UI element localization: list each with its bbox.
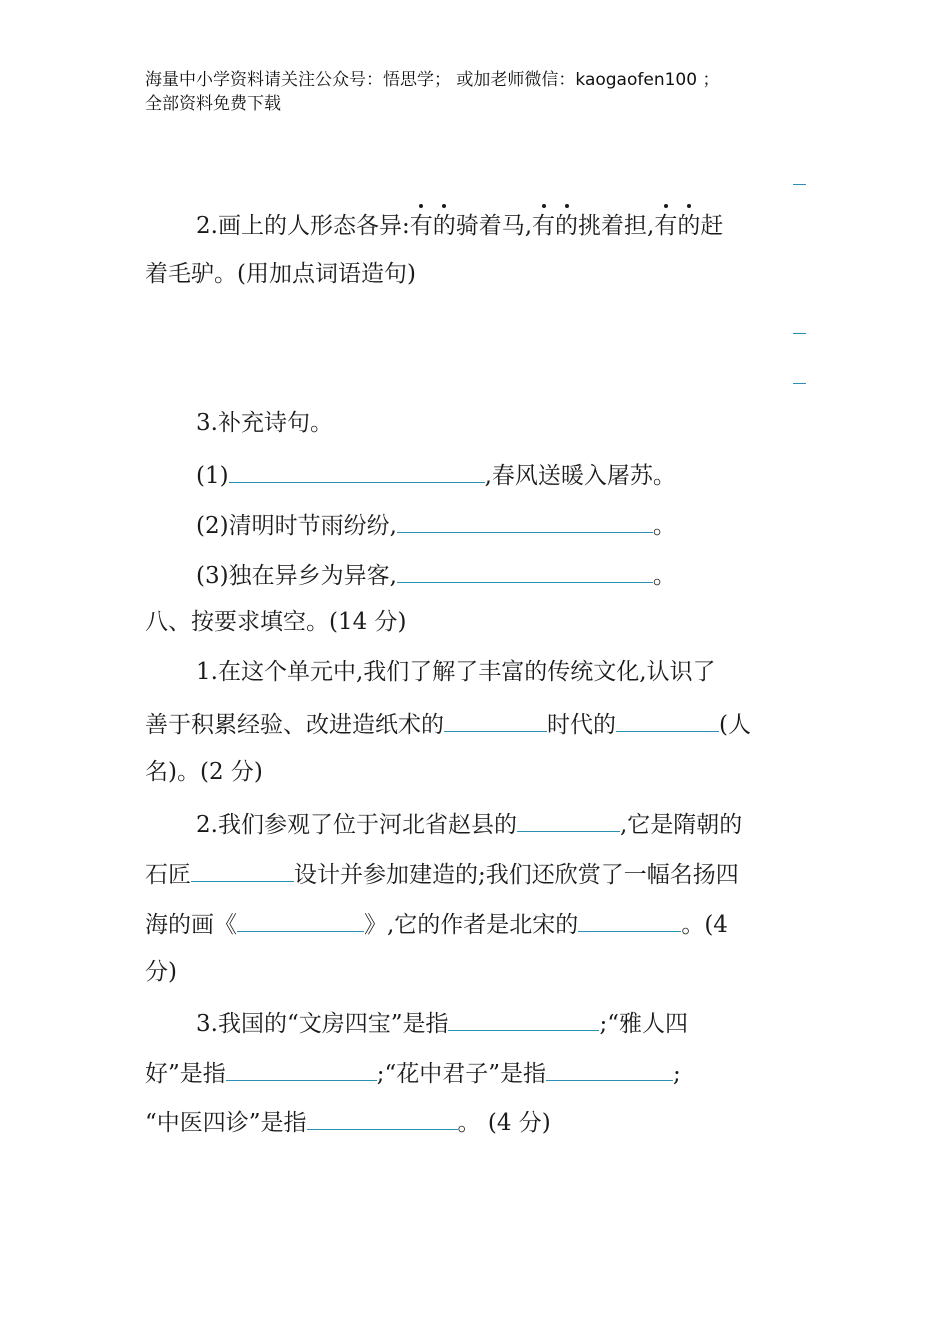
emphasis-char: 有 xyxy=(532,213,556,239)
answer-blank[interactable] xyxy=(448,1006,599,1031)
header-line-2: 全部资料免费下载 xyxy=(145,94,281,114)
q8-1-line-3: 名)。(2 分) xyxy=(145,759,263,785)
q7-3-title: 3.补充诗句。 xyxy=(196,410,333,436)
q8-1-line-2: 善于积累经验、改进造纸术的 时代的 (人 xyxy=(145,707,751,740)
q8-3-line-1: 3.我国的“文房四宝”是指 ;“雅人四 xyxy=(196,1006,688,1039)
answer-blank[interactable] xyxy=(578,907,681,932)
answer-blank[interactable] xyxy=(397,508,653,533)
answer-blank[interactable] xyxy=(307,1105,458,1130)
margin-mark xyxy=(793,383,806,384)
q7-3-item-3: (3)独在异乡为异客, 。 xyxy=(196,558,676,591)
margin-mark xyxy=(793,333,806,334)
q7-2-line-1: 2.画上的人形态各异:有的骑着马,有的挑着担,有的赶 xyxy=(196,213,724,239)
answer-blank[interactable] xyxy=(546,1056,673,1081)
q7-2-line-2: 着毛驴。(用加点词语造句) xyxy=(145,261,416,287)
answer-blank[interactable] xyxy=(517,807,620,832)
q8-1-line-1: 1.在这个单元中,我们了解了丰富的传统文化,认识了 xyxy=(196,659,716,685)
q8-3-line-2: 好”是指 ;“花中君子”是指 ; xyxy=(145,1056,681,1089)
answer-blank[interactable] xyxy=(444,707,547,732)
q8-2-line-3: 海的画《 》,它的作者是北宋的 。(4 xyxy=(145,907,728,940)
emphasis-char: 的 xyxy=(432,213,456,239)
answer-blank[interactable] xyxy=(226,1056,377,1081)
answer-blank[interactable] xyxy=(191,857,294,882)
emphasis-char: 有 xyxy=(654,213,678,239)
answer-blank[interactable] xyxy=(616,707,719,732)
emphasis-char: 的 xyxy=(555,213,579,239)
q8-2-line-1: 2.我们参观了位于河北省赵县的 ,它是隋朝的 xyxy=(196,807,742,840)
emphasis-char: 有 xyxy=(409,213,433,239)
page-header xyxy=(145,68,825,116)
header-line-1: 海量中小学资料请关注公众号：悟思学； 或加老师微信：kaogaofen100 ； xyxy=(145,70,720,90)
answer-blank[interactable] xyxy=(237,907,364,932)
q7-3-item-1: (1) ,春风送暖入屠苏。 xyxy=(196,458,676,491)
answer-blank[interactable] xyxy=(397,558,653,583)
q7-3-item-2: (2)清明时节雨纷纷, 。 xyxy=(196,508,676,541)
q8-2-line-2: 石匠 设计并参加建造的;我们还欣赏了一幅名扬四 xyxy=(145,857,739,890)
q8-3-line-3: “中医四诊”是指 。 (4 分) xyxy=(145,1105,551,1138)
answer-blank[interactable] xyxy=(229,458,485,483)
margin-mark xyxy=(793,184,806,185)
section-8-title: 八、按要求填空。(14 分) xyxy=(145,609,407,635)
q8-2-line-4: 分) xyxy=(145,959,177,985)
emphasis-char: 的 xyxy=(677,213,701,239)
